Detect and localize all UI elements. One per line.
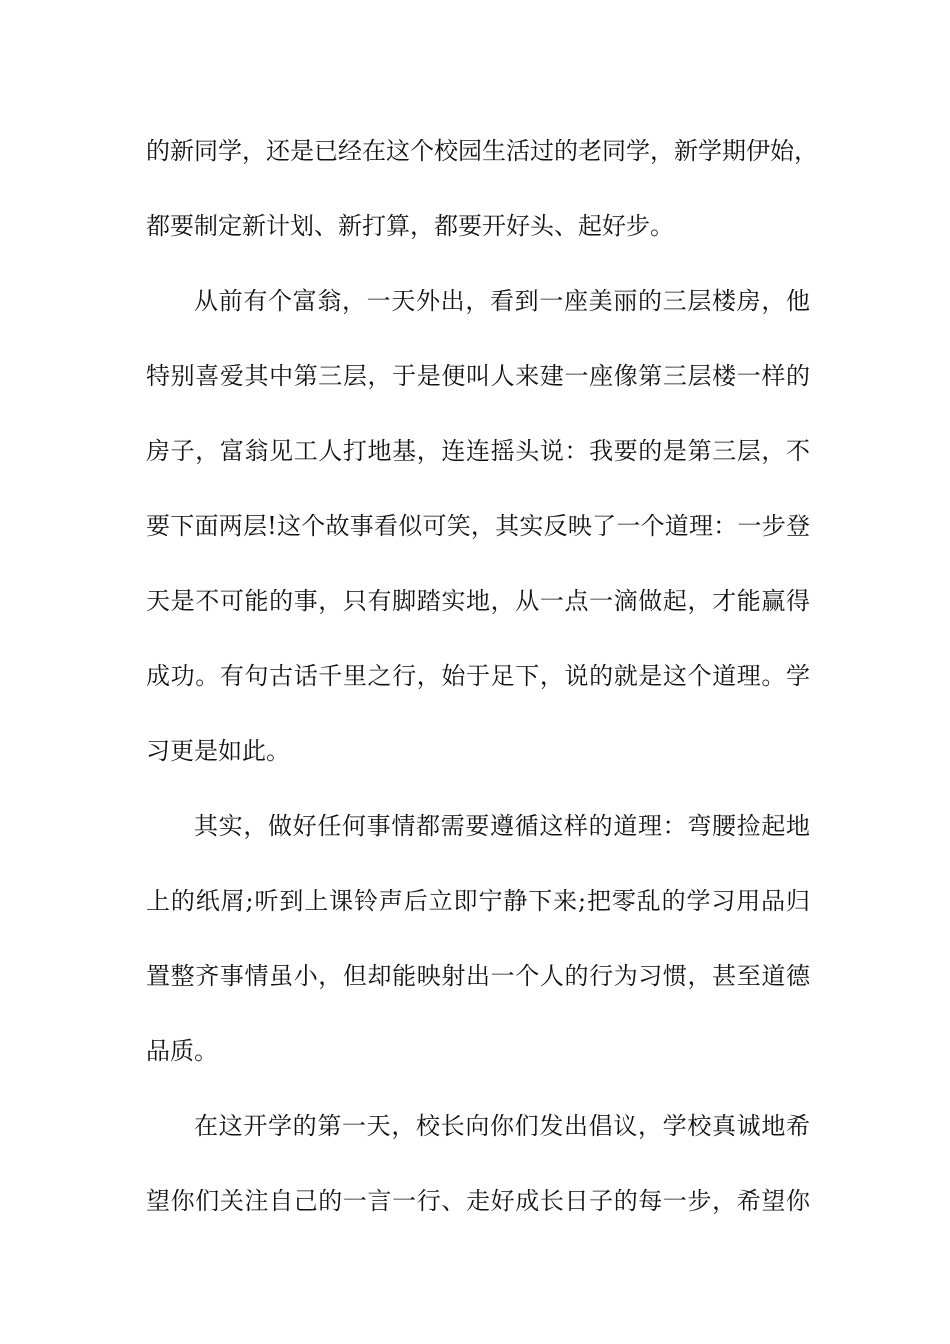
text-line: 都要制定新计划、新打算，都要开好头、起好步。: [146, 212, 674, 240]
paragraph-first-line: 在这开学的第一天，校长向你们发出倡议，学校真诚地希: [194, 1112, 810, 1140]
text-line: 望你们关注自己的一言一行、走好成长日子的每一步，希望你: [146, 1187, 810, 1215]
text-line: 成功。有句古话千里之行，始于足下，说的就是这个道理。学: [146, 662, 810, 690]
text-line: 要下面两层!这个故事看似可笑，其实反映了一个道理：一步登: [146, 512, 810, 540]
text-line: 习更是如此。: [146, 737, 290, 765]
text-line: 置整齐事情虽小，但却能映射出一个人的行为习惯，甚至道德: [146, 962, 810, 990]
paragraph-first-line: 其实，做好任何事情都需要遵循这样的道理：弯腰捡起地: [194, 812, 810, 840]
text-line: 上的纸屑;听到上课铃声后立即宁静下来;把零乱的学习用品归: [146, 887, 810, 915]
text-line: 品质。: [146, 1037, 218, 1065]
text-line: 特别喜爱其中第三层，于是便叫人来建一座像第三层楼一样的: [146, 362, 810, 390]
text-line: 房子，富翁见工人打地基，连连摇头说：我要的是第三层，不: [146, 437, 810, 465]
text-line: 的新同学，还是已经在这个校园生活过的老同学，新学期伊始，: [146, 137, 818, 165]
paragraph-first-line: 从前有个富翁，一天外出，看到一座美丽的三层楼房，他: [194, 287, 810, 315]
text-line: 天是不可能的事，只有脚踏实地，从一点一滴做起，才能赢得: [146, 587, 810, 615]
